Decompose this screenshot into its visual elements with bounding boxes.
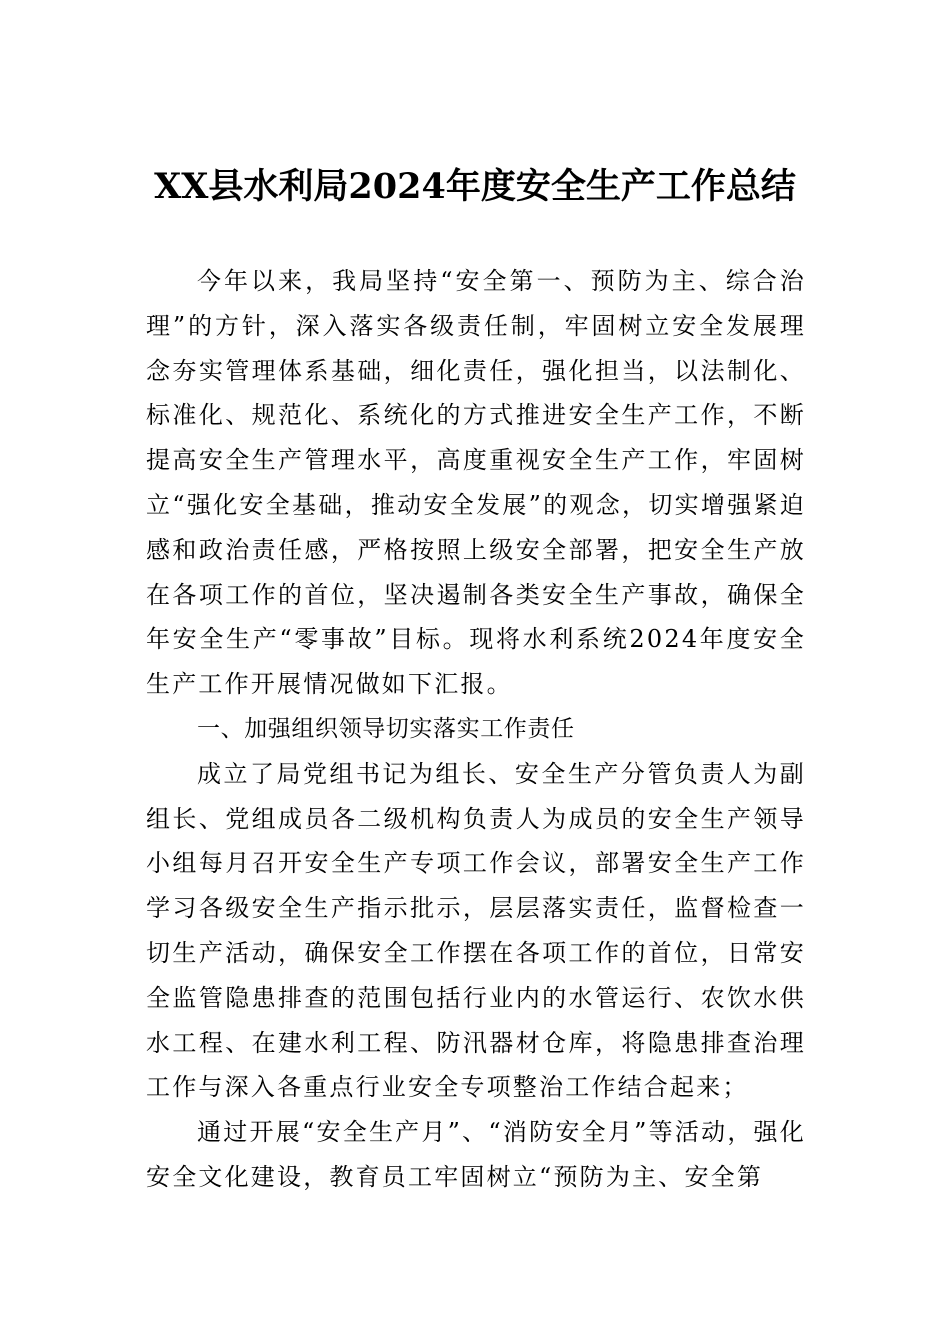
section-1-paragraph-2: 通过开展“安全生产月”、“消防安全月”等活动，强化安全文化建设，教育员工牢固树立“预防为主、安全第 xyxy=(146,1118,806,1191)
section-1-paragraph-1: 成立了局党组书记为组长、安全生产分管负责人为副组长、党组成员各二级机构负责人为成员的安全生产领导小组每月召开安全生产专项工作会议，部署安全生产工作学习各级安全生产指示批示，层层落实责任，监督检查一切生产活动，确保安全工作摆在各项工作的首位，日常安全监管隐患排查的范围包括行业内的水管运行、农饮水供水工程、在建水利工程、防汛器材仓库，将隐患排查治理工作与深入各重点行业安全专项整治工作结合起来； xyxy=(146,759,806,1102)
document-title: XX县水利局2024年度安全生产工作总结 xyxy=(154,166,796,207)
intro-paragraph: 今年以来，我局坚持“安全第一、预防为主、综合治理”的方针，深入落实各级责任制，牢固树立安全发展理念夯实管理体系基础，细化责任，强化担当，以法制化、标准化、规范化、系统化的方式推进安全生产工作，不断提高安全生产管理水平，高度重视安全生产工作，牢固树立“强化安全基础，推动安全发展”的观念，切实增强紧迫感和政治责任感，严格按照上级安全部署，把安全生产放在各项工作的首位，坚决遏制各类安全生产事故，确保全年安全生产“零事故”目标。现将水利系统2024年度安全生产工作开展情况做如下汇报。 xyxy=(146,267,806,699)
document-body xyxy=(146,259,806,1200)
section-heading-1: 一、加强组织领导切实落实工作责任 xyxy=(197,715,575,742)
